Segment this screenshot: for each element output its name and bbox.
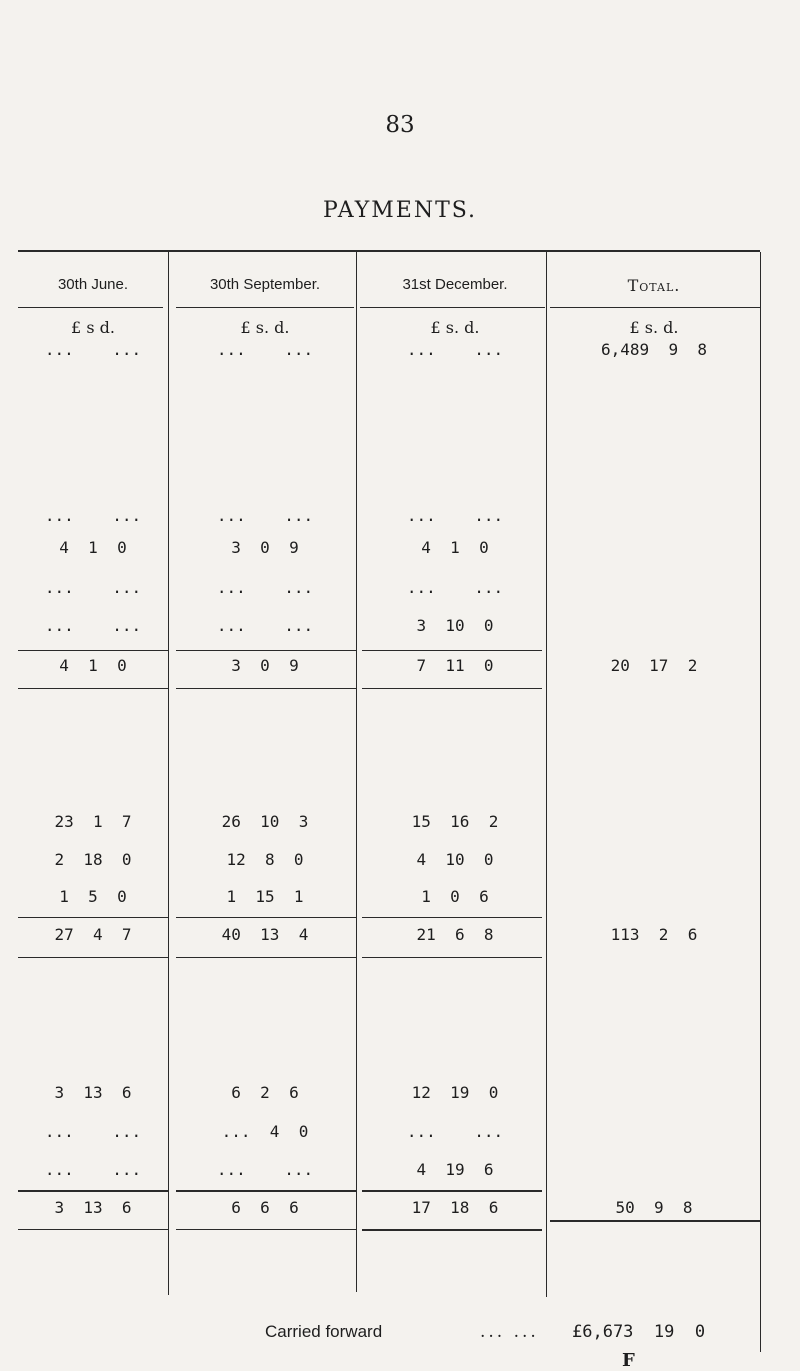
unit-jun: £ s d. — [71, 318, 115, 337]
subtotal-cell: 7 11 0 — [416, 656, 494, 675]
table-cell: ... ... — [216, 616, 314, 635]
table-cell: 1 5 0 — [59, 887, 127, 906]
header-31st-december: 31st December. — [402, 276, 508, 293]
table-cell: 15 16 2 — [411, 812, 499, 831]
table-cell: ... ... — [44, 1160, 142, 1179]
subtotal-cell: 27 4 7 — [54, 925, 132, 944]
table-cell: 2 18 0 — [54, 850, 132, 869]
unit-sep: £ s. d. — [240, 318, 290, 337]
subtotal-rule-1e — [176, 688, 356, 689]
page-number: 83 — [385, 112, 415, 138]
header-top-rule — [18, 250, 760, 252]
table-cell: 4 19 6 — [416, 1160, 494, 1179]
subtotal-rule-1b — [176, 650, 356, 651]
header-bottom-rule-4 — [550, 307, 760, 308]
table-cell: ... ... — [216, 340, 314, 359]
table-cell: 1 15 1 — [226, 887, 304, 906]
subtotal-cell: 21 6 8 — [416, 925, 494, 944]
subtotal-rule-1d — [18, 688, 168, 689]
table-cell: ... ... — [216, 1160, 314, 1179]
subtotal-rule-2b — [176, 917, 356, 918]
table-cell: ... ... — [406, 506, 504, 525]
table-cell: ... ... — [406, 340, 504, 359]
unit-tot: £ s. d. — [629, 318, 679, 337]
table-cell: ... ... — [216, 578, 314, 597]
subtotal-rule-2c — [362, 917, 542, 918]
column-divider-4 — [760, 252, 761, 1352]
header-bottom-rule-3 — [360, 307, 545, 308]
table-cell: 26 10 3 — [221, 812, 309, 831]
subtotal-rule-2d — [18, 957, 168, 958]
subtotal-rule-3c — [362, 1190, 542, 1192]
carried-forward-label: Carried forward — [265, 1322, 383, 1341]
carried-forward-leader: ... ... — [480, 1322, 539, 1342]
subtotal-rule-1a — [18, 650, 168, 651]
subtotal-cell: 17 18 6 — [411, 1198, 499, 1217]
table-cell: ... ... — [44, 578, 142, 597]
header-bottom-rule-1 — [18, 307, 163, 308]
subtotal-cell: 4 1 0 — [59, 656, 127, 675]
subtotal-rule-3d — [18, 1229, 168, 1230]
subtotal-rule-2e — [176, 957, 356, 958]
table-cell: 6 2 6 — [231, 1083, 299, 1102]
table-cell: ... ... — [44, 616, 142, 635]
signature-mark: F — [622, 1350, 635, 1371]
table-cell: 12 19 0 — [411, 1083, 499, 1102]
subtotal-rule-2a — [18, 917, 168, 918]
subtotal-rule-3b — [176, 1190, 356, 1192]
table-cell: 4 10 0 — [416, 850, 494, 869]
header-total: Total. — [627, 276, 681, 295]
subtotal-cell: 40 13 4 — [221, 925, 309, 944]
table-cell: 12 8 0 — [226, 850, 304, 869]
table-cell: ... ... — [44, 1122, 142, 1141]
page-title: PAYMENTS. — [322, 198, 478, 223]
subtotal-cell: 3 13 6 — [54, 1198, 132, 1217]
table-cell: 23 1 7 — [54, 812, 132, 831]
table-cell: 6,489 9 8 — [601, 340, 707, 359]
table-cell: 4 1 0 — [421, 538, 489, 557]
carried-forward-amount: £6,673 19 0 — [572, 1322, 706, 1342]
table-cell: 3 10 0 — [416, 616, 494, 635]
subtotal-rule-3a — [18, 1190, 168, 1192]
unit-dec: £ s. d. — [430, 318, 480, 337]
subtotal-rule-3e — [176, 1229, 356, 1230]
table-cell: ... ... — [406, 1122, 504, 1141]
subtotal-rule-1c — [362, 650, 542, 651]
subtotal-total: 113 2 6 — [610, 925, 698, 944]
table-cell: ... ... — [44, 506, 142, 525]
table-cell: 4 1 0 — [59, 538, 127, 557]
table-cell: 3 13 6 — [54, 1083, 132, 1102]
subtotal-rule-3f — [362, 1229, 542, 1231]
column-divider-1 — [168, 252, 169, 1295]
subtotal-rule-2f — [362, 957, 542, 958]
table-cell: ... ... — [44, 340, 142, 359]
table-cell: ... ... — [216, 506, 314, 525]
subtotal-cell: 3 0 9 — [231, 656, 299, 675]
subtotal-total: 50 9 8 — [615, 1198, 693, 1217]
header-30th-june: 30th June. — [57, 276, 129, 293]
table-cell: 1 0 6 — [421, 887, 489, 906]
table-cell: 3 0 9 — [231, 538, 299, 557]
table-cell: ... 4 0 — [221, 1122, 309, 1141]
subtotal-rule-1f — [362, 688, 542, 689]
total-carried-rule — [550, 1220, 760, 1222]
header-30th-september: 30th September. — [209, 276, 321, 293]
subtotal-cell: 6 6 6 — [231, 1198, 299, 1217]
table-cell: ... ... — [406, 578, 504, 597]
subtotal-total: 20 17 2 — [610, 656, 698, 675]
header-bottom-rule-2 — [176, 307, 354, 308]
